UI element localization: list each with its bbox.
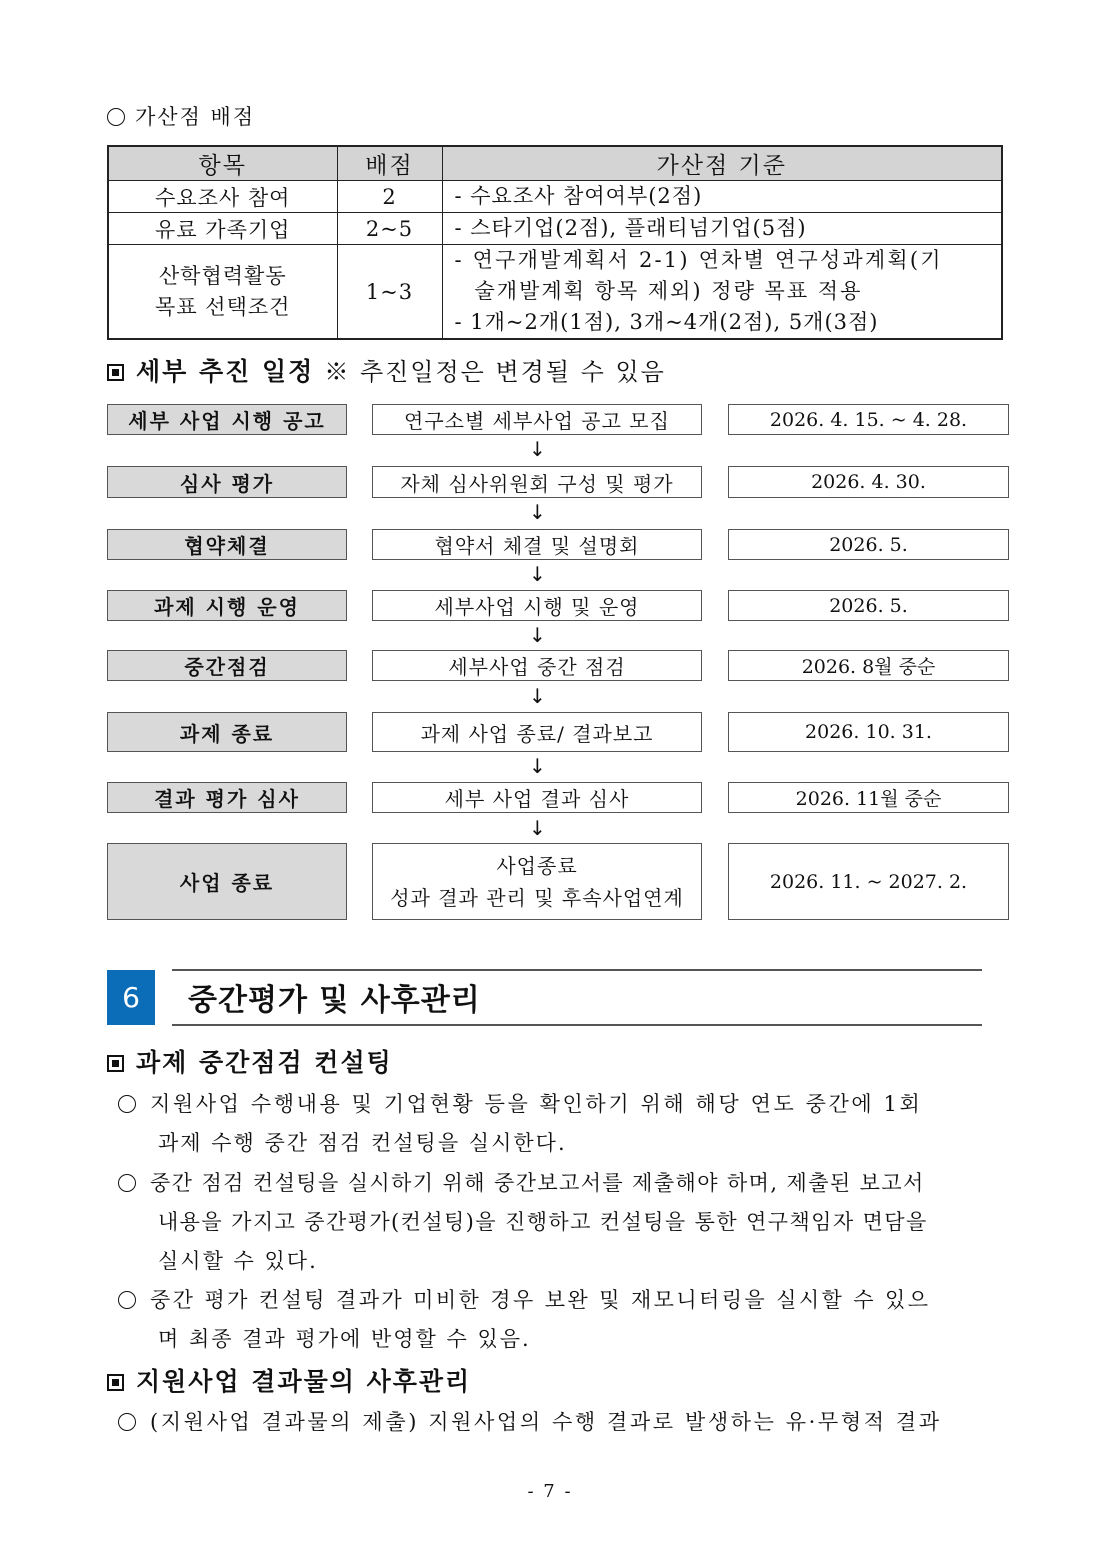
down-arrow-icon: ↓ bbox=[529, 623, 546, 647]
schedule-step-desc: 과제 사업 종료/ 결과보고 bbox=[372, 712, 702, 752]
schedule-step-date: 2026. 11월 중순 bbox=[728, 782, 1009, 813]
schedule-step-date: 2026. 5. bbox=[728, 590, 1009, 621]
schedule-step-date: 2026. 5. bbox=[728, 529, 1009, 560]
schedule-step-desc-line: 성과 결과 관리 및 후속사업연계 bbox=[390, 885, 684, 910]
schedule-step-desc: 세부사업 시행 및 운영 bbox=[372, 590, 702, 621]
criteria-line: - 스타기업(2점), 플래티넘기업(5점) bbox=[454, 216, 807, 240]
consulting-title-text: 과제 중간점검 컨설팅 bbox=[136, 1048, 393, 1077]
circle-bullet-icon bbox=[118, 1291, 136, 1309]
schedule-step-label: 심사 평가 bbox=[107, 466, 347, 498]
row-criteria bbox=[442, 245, 1002, 340]
square-bullet-icon bbox=[107, 1055, 124, 1072]
schedule-step-desc bbox=[372, 843, 702, 920]
row-item-line: 산학협력활동 bbox=[158, 263, 287, 288]
square-bullet-icon bbox=[107, 1374, 124, 1391]
consulting-section-title bbox=[107, 1043, 393, 1079]
down-arrow-icon: ↓ bbox=[529, 754, 546, 778]
aftercare-title-text: 지원사업 결과물의 사후관리 bbox=[136, 1367, 472, 1396]
header-item: 항목 bbox=[108, 146, 337, 181]
chapter-number: 6 bbox=[107, 970, 155, 1025]
row-score: 2 bbox=[337, 181, 442, 213]
paragraph-line bbox=[118, 1085, 922, 1124]
table-row bbox=[108, 181, 1002, 213]
down-arrow-icon: ↓ bbox=[529, 684, 546, 708]
criteria-line: - 1개~2개(1점), 3개~4개(2점), 5개(3점) bbox=[454, 310, 879, 334]
paragraph-text: 중간 평가 컨설팅 결과가 미비한 경우 보완 및 재모니터링을 실시할 수 있으 bbox=[150, 1288, 931, 1312]
row-item: 수요조사 참여 bbox=[108, 181, 337, 213]
schedule-step-date: 2026. 10. 31. bbox=[728, 712, 1009, 752]
bonus-title-text: 가산점 배점 bbox=[135, 105, 256, 129]
schedule-step-label: 과제 종료 bbox=[107, 712, 347, 752]
down-arrow-icon: ↓ bbox=[529, 500, 546, 524]
bonus-section-title bbox=[107, 101, 255, 131]
circle-bullet-icon bbox=[118, 1413, 136, 1431]
circle-bullet-icon bbox=[118, 1095, 136, 1113]
criteria-line: 술개발계획 항목 제외) 정량 목표 적용 bbox=[474, 279, 863, 303]
row-score: 2~5 bbox=[337, 213, 442, 245]
consulting-paragraph bbox=[118, 1164, 928, 1281]
paragraph-text: 중간 점검 컨설팅을 실시하기 위해 중간보고서를 제출해야 하며, 제출된 보고서 bbox=[150, 1171, 925, 1195]
paragraph-line bbox=[118, 1164, 928, 1203]
schedule-step-label: 사업 종료 bbox=[107, 843, 347, 920]
schedule-step-desc: 세부사업 중간 점검 bbox=[372, 650, 702, 681]
page-number: - 7 - bbox=[527, 1481, 573, 1502]
circle-bullet-icon bbox=[118, 1174, 136, 1192]
bonus-table bbox=[107, 145, 1003, 340]
down-arrow-icon: ↓ bbox=[529, 437, 546, 461]
row-item bbox=[108, 245, 337, 340]
row-score: 1~3 bbox=[337, 245, 442, 340]
header-criteria: 가산점 기준 bbox=[442, 146, 1002, 181]
paragraph-line: 며 최종 결과 평가에 반영할 수 있음. bbox=[158, 1327, 531, 1351]
row-item: 유료 가족기업 bbox=[108, 213, 337, 245]
schedule-step-date: 2026. 4. 30. bbox=[728, 466, 1009, 498]
row-criteria bbox=[442, 181, 1002, 213]
header-score: 배점 bbox=[337, 146, 442, 181]
aftercare-section-title bbox=[107, 1362, 471, 1398]
schedule-step-desc: 세부 사업 결과 심사 bbox=[372, 782, 702, 813]
schedule-step-date: 2026. 11. ~ 2027. 2. bbox=[728, 843, 1009, 920]
schedule-step-desc-line: 사업종료 bbox=[496, 853, 578, 878]
schedule-step-date: 2026. 4. 15. ~ 4. 28. bbox=[728, 404, 1009, 435]
schedule-step-label: 중간점검 bbox=[107, 650, 347, 681]
table-row bbox=[108, 245, 1002, 340]
consulting-paragraph bbox=[118, 1085, 922, 1163]
schedule-note: ※ 추진일정은 변경될 수 있음 bbox=[324, 358, 666, 386]
schedule-step-desc: 자체 심사위원회 구성 및 평가 bbox=[372, 466, 702, 498]
schedule-step-label: 세부 사업 시행 공고 bbox=[107, 404, 347, 435]
schedule-step-label: 협약체결 bbox=[107, 529, 347, 560]
aftercare-paragraph bbox=[118, 1403, 942, 1442]
paragraph-line bbox=[118, 1281, 930, 1320]
table-row bbox=[108, 213, 1002, 245]
chapter-rule-bottom bbox=[172, 1024, 982, 1026]
bonus-table-header bbox=[108, 146, 1002, 181]
paragraph-line: 과제 수행 중간 점검 컨설팅을 실시한다. bbox=[158, 1131, 567, 1155]
schedule-step-label: 결과 평가 심사 bbox=[107, 782, 347, 813]
down-arrow-icon: ↓ bbox=[529, 816, 546, 840]
down-arrow-icon: ↓ bbox=[529, 562, 546, 586]
consulting-paragraph bbox=[118, 1281, 930, 1359]
paragraph-text: 지원사업 수행내용 및 기업현황 등을 확인하기 위해 해당 연도 중간에 1회 bbox=[150, 1092, 923, 1116]
paragraph-text: (지원사업 결과물의 제출) 지원사업의 수행 결과로 발생하는 유·무형적 결과 bbox=[150, 1410, 942, 1434]
chapter-rule-top bbox=[172, 969, 982, 971]
paragraph-line: 내용을 가지고 중간평가(컨설팅)을 진행하고 컨설팅을 통한 연구책임자 면담을 bbox=[158, 1210, 928, 1234]
criteria-line: - 연구개발계획서 2-1) 연차별 연구성과계획(기 bbox=[454, 248, 943, 272]
schedule-title-text: 세부 추진 일정 bbox=[136, 357, 315, 386]
circle-bullet-icon bbox=[107, 108, 125, 126]
paragraph-line bbox=[118, 1403, 942, 1442]
row-criteria bbox=[442, 213, 1002, 245]
square-bullet-icon bbox=[107, 364, 124, 381]
schedule-step-desc: 협약서 체결 및 설명회 bbox=[372, 529, 702, 560]
schedule-step-desc: 연구소별 세부사업 공고 모집 bbox=[372, 404, 702, 435]
row-item-line: 목표 선택조건 bbox=[155, 294, 291, 319]
paragraph-line: 실시할 수 있다. bbox=[158, 1249, 318, 1273]
schedule-step-date: 2026. 8월 중순 bbox=[728, 650, 1009, 681]
schedule-step-label: 과제 시행 운영 bbox=[107, 590, 347, 621]
chapter-title: 중간평가 및 사후관리 bbox=[188, 983, 481, 1018]
criteria-line: - 수요조사 참여여부(2점) bbox=[454, 184, 703, 208]
schedule-section-title bbox=[107, 352, 666, 388]
